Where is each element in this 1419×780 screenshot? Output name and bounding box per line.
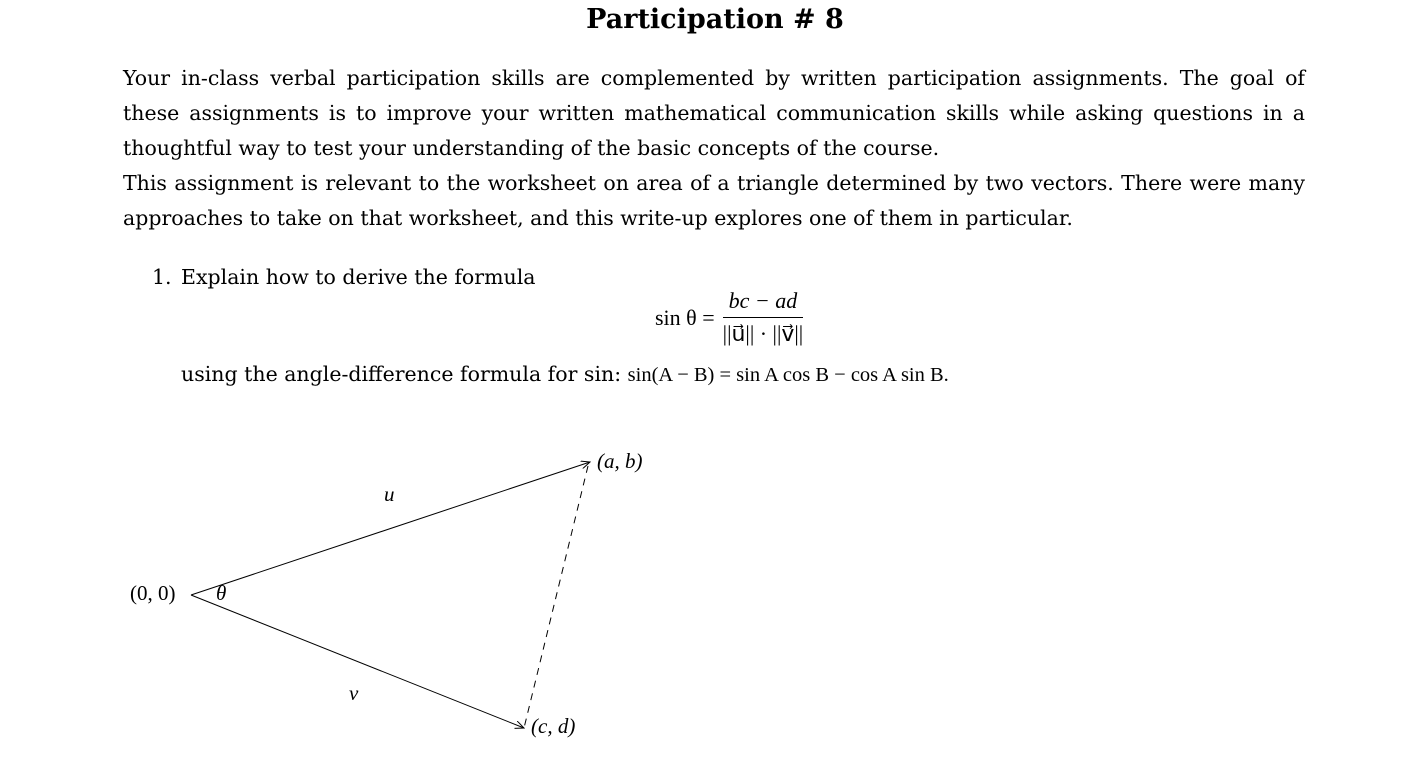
using-text: using the angle-difference formula for sin: — [181, 362, 622, 386]
vector-v-arrow — [191, 595, 524, 728]
formula-numerator: bc − ad — [723, 288, 804, 318]
angle-difference-identity: sin(A − B) = sin A cos B − cos A sin B. — [627, 364, 949, 386]
dashed-side — [524, 466, 588, 728]
question-text: Explain how to derive the formula — [181, 265, 536, 289]
formula-lhs: sin θ = — [655, 304, 715, 330]
page-title: Participation # 8 — [586, 4, 844, 35]
angle-label: θ — [216, 581, 227, 605]
vector-v-label: v⃗ — [349, 681, 375, 705]
intro-paragraph-2: This assignment is relevant to the worksheet on area of a triangle determined by two vectors. There were many approaches to take on that worksheet, and this write-up explores one of them in particular. — [123, 171, 1305, 230]
intro-paragraph-1: Your in-class verbal participation skills are complemented by written participation assignments. The goal of these assignments is to improve your written mathematical communication skills while asking questions in a thoughtful way to test your understanding of the basic concepts of the course. — [123, 66, 1305, 160]
formula-denominator: ||u⃗|| · ||v⃗|| — [722, 321, 804, 346]
point-ab-label: (a, b) — [597, 449, 643, 473]
vector-u-label: u⃗ — [384, 482, 411, 506]
question-number: 1. — [152, 265, 172, 289]
point-cd-label: (c, d) — [531, 714, 576, 738]
origin-label: (0, 0) — [130, 581, 176, 605]
